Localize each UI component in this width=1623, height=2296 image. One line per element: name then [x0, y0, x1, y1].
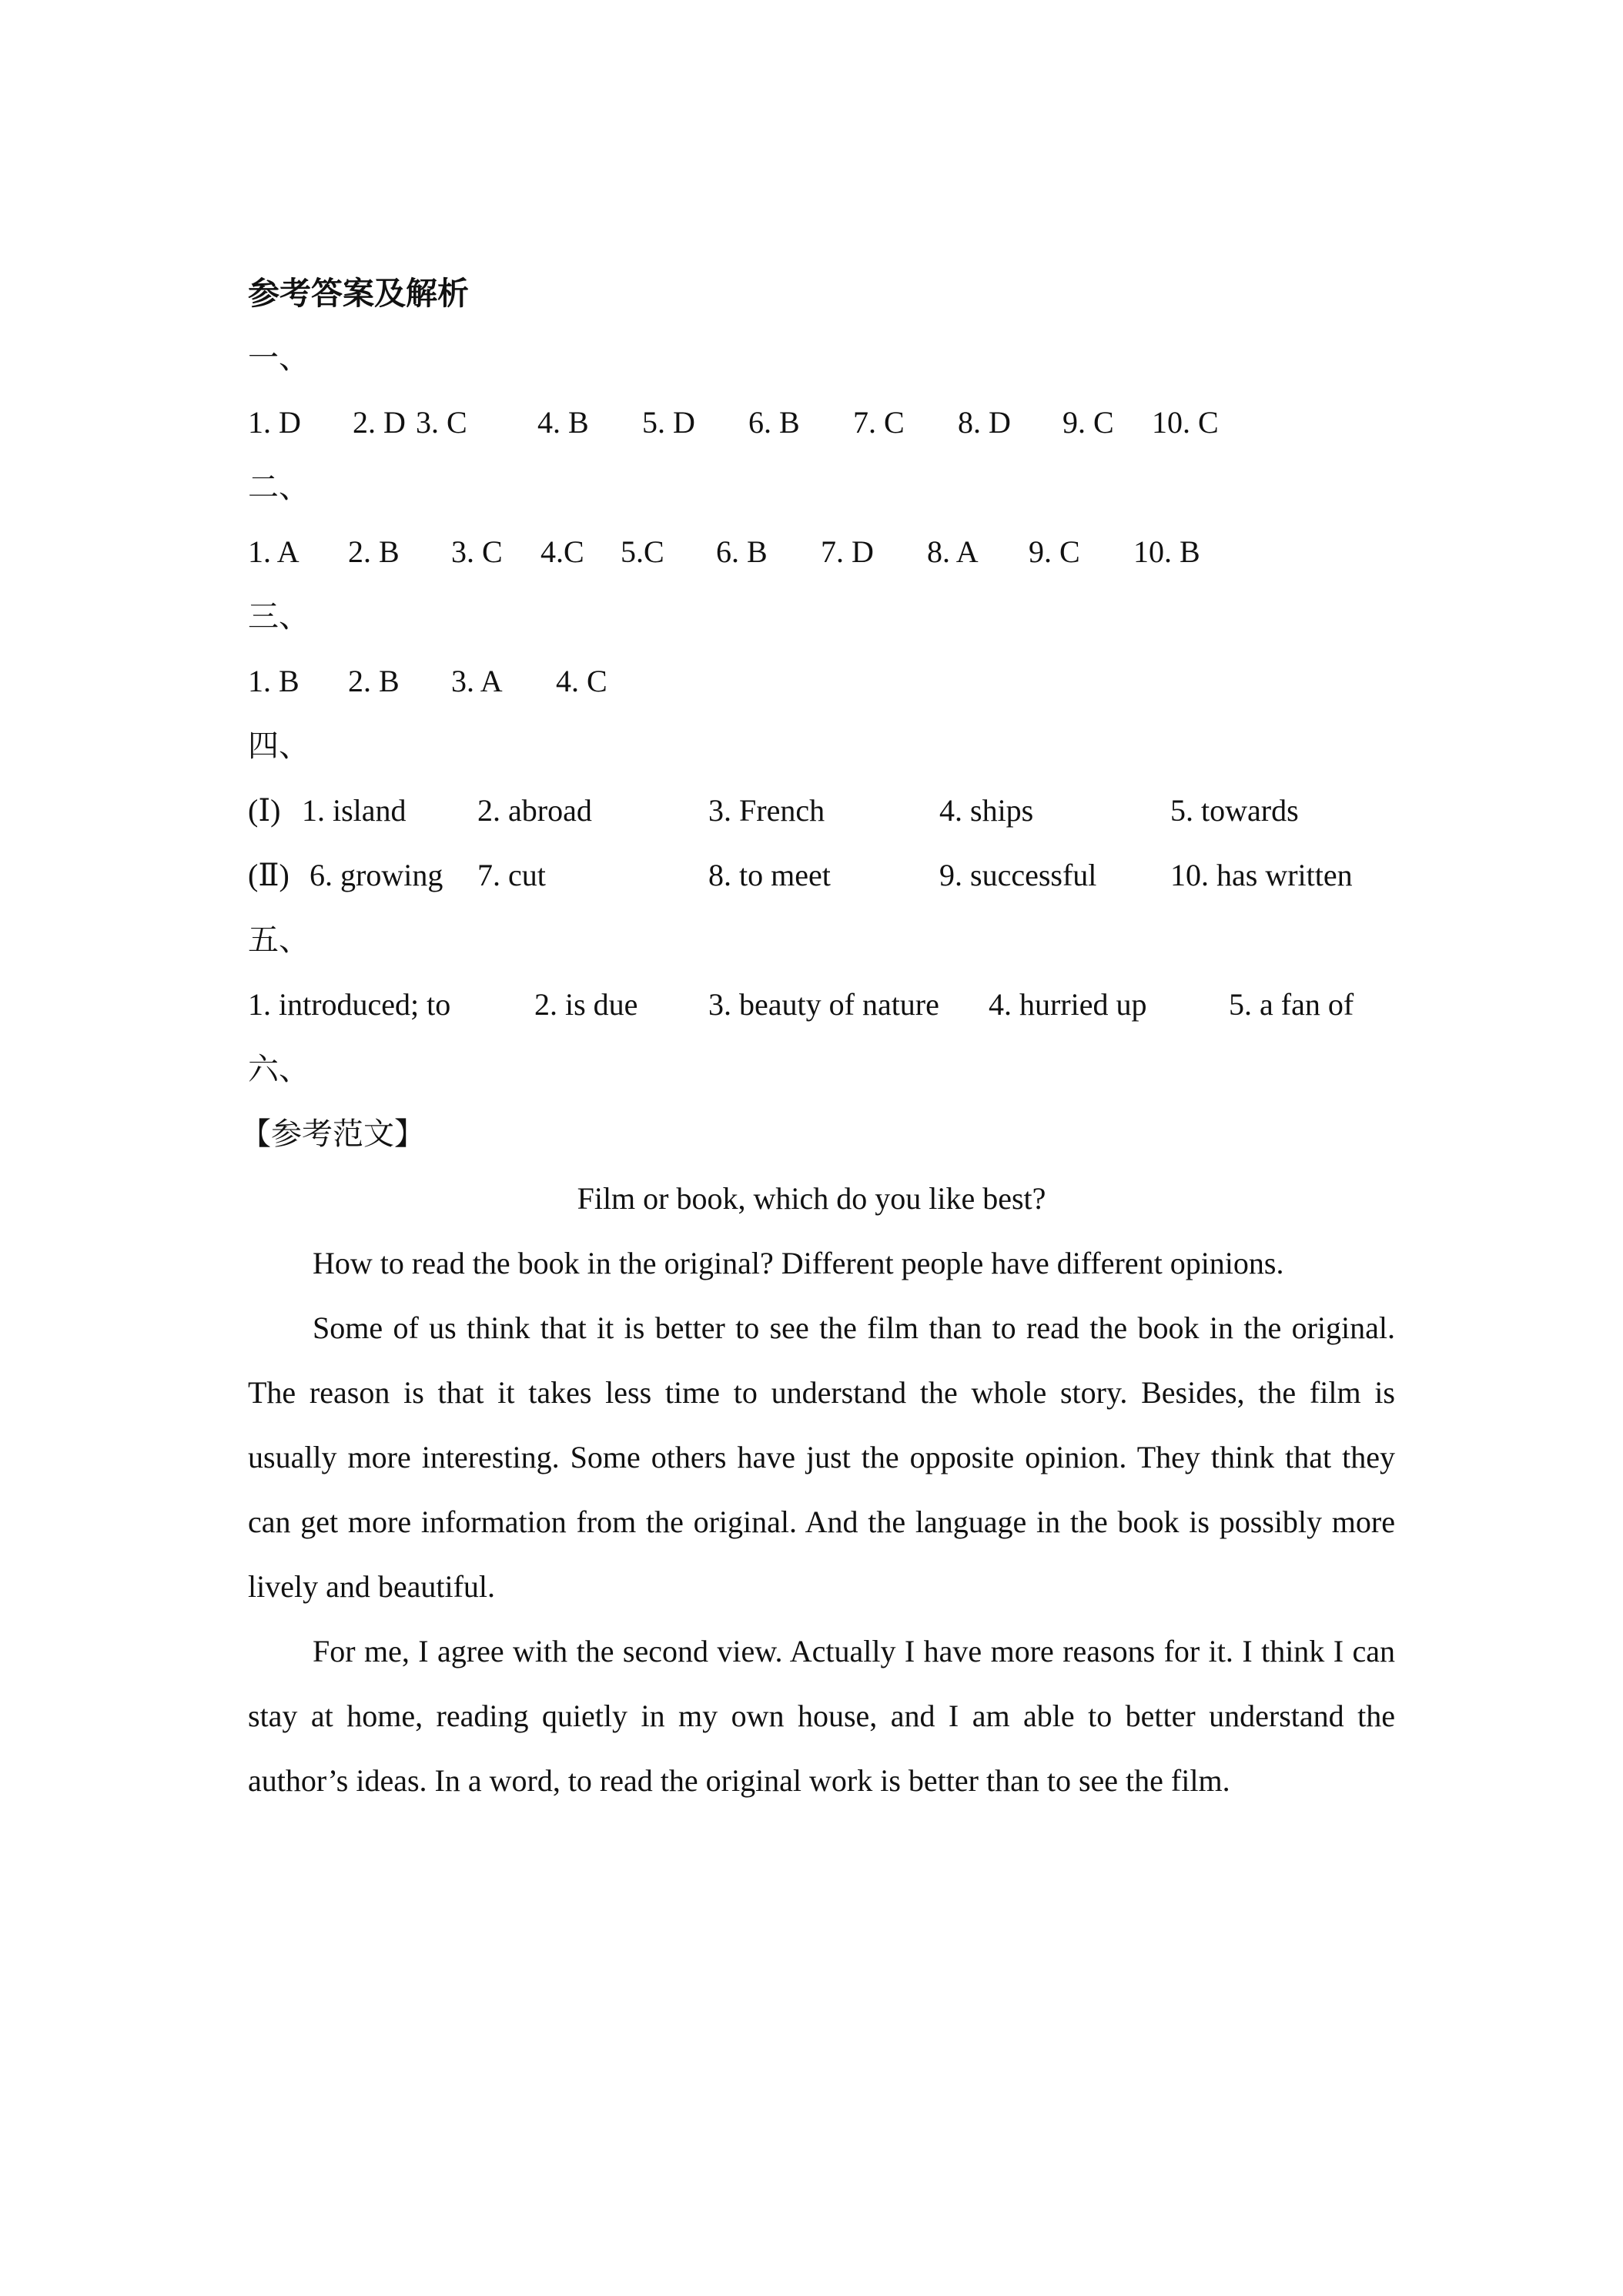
answer-3-4: 4. C [556, 664, 607, 698]
answer-4-1: 1. island [302, 793, 407, 828]
answer-3-2: 2. B [348, 664, 400, 698]
section-label-6: 六、 [248, 1052, 310, 1086]
essay-paragraph-3: For me, I agree with the second view. Actually I have more reasons for it. I think I can stay at home, reading quietly in my own house, and I am able to better understand the author’s ideas. In a word, to read the original work is better than to see the film. [248, 1634, 1395, 1798]
answer-1-4: 4. B [537, 405, 589, 440]
answer-4-9: 9. successful [939, 858, 1097, 892]
answer-5-1: 1. introduced; to [248, 987, 451, 1022]
answer-4-3: 3. French [708, 793, 825, 828]
answer-4-10: 10. has written [1170, 858, 1353, 892]
answer-5-2: 2. is due [534, 987, 638, 1022]
essay-tag: 【参考范文】 [240, 1116, 425, 1151]
essay-paragraph-1: How to read the book in the original? Different people have different opinions. [313, 1246, 1284, 1280]
answer-1-1: 1. D [248, 405, 301, 440]
essay-paragraph-2: Some of us think that it is better to see the film than to read the book in the original. The reason is that it takes less time to understand the whole story. Besides, the film is usually more interesting. Some others have just the opposite opinion. They think that they can get more information from the original. And the language in the book is possibly more lively and beautiful. [248, 1310, 1395, 1604]
row-prefix-ii: (Ⅱ) [248, 858, 289, 892]
answer-2-5: 5.C [621, 534, 664, 569]
answer-2-10: 10. B [1133, 534, 1200, 569]
answer-2-8: 8. A [927, 534, 979, 569]
answer-5-3: 3. beauty of nature [708, 987, 939, 1022]
section-label-3: 三、 [248, 599, 310, 634]
answer-4-4: 4. ships [939, 793, 1034, 828]
essay-title: Film or book, which do you like best? [577, 1181, 1046, 1216]
answer-5-4: 4. hurried up [989, 987, 1147, 1022]
answer-5-5: 5. a fan of [1229, 987, 1354, 1022]
answer-1-7: 7. C [853, 405, 905, 440]
row-prefix-i: (Ⅰ) [248, 793, 281, 828]
answer-2-7: 7. D [821, 534, 874, 569]
answer-1-8: 8. D [958, 405, 1011, 440]
answer-4-5: 5. towards [1170, 793, 1299, 828]
answer-2-4: 4.C [540, 534, 584, 569]
answer-4-7: 7. cut [477, 858, 546, 892]
section-label-5: 五、 [248, 922, 310, 957]
answer-4-8: 8. to meet [708, 858, 831, 892]
section-label-1: 一、 [248, 340, 310, 375]
answer-2-9: 9. C [1029, 534, 1080, 569]
section-label-2: 二、 [248, 470, 310, 504]
answer-1-10: 10. C [1152, 405, 1219, 440]
answer-3-3: 3. A [451, 664, 503, 698]
answer-2-1: 1. A [248, 534, 300, 569]
answer-2-6: 6. B [716, 534, 768, 569]
answer-1-6: 6. B [748, 405, 800, 440]
answer-2-3: 3. C [451, 534, 503, 569]
answer-1-2: 2. D [353, 405, 406, 440]
answer-4-6: 6. growing [310, 858, 443, 892]
section-label-4: 四、 [248, 728, 310, 763]
page-title: 参考答案及解析 [248, 276, 469, 311]
answer-1-5: 5. D [642, 405, 695, 440]
answer-3-1: 1. B [248, 664, 300, 698]
answer-1-3: 3. C [416, 405, 467, 440]
answer-2-2: 2. B [348, 534, 400, 569]
answer-1-9: 9. C [1062, 405, 1114, 440]
answer-4-2: 2. abroad [477, 793, 592, 828]
